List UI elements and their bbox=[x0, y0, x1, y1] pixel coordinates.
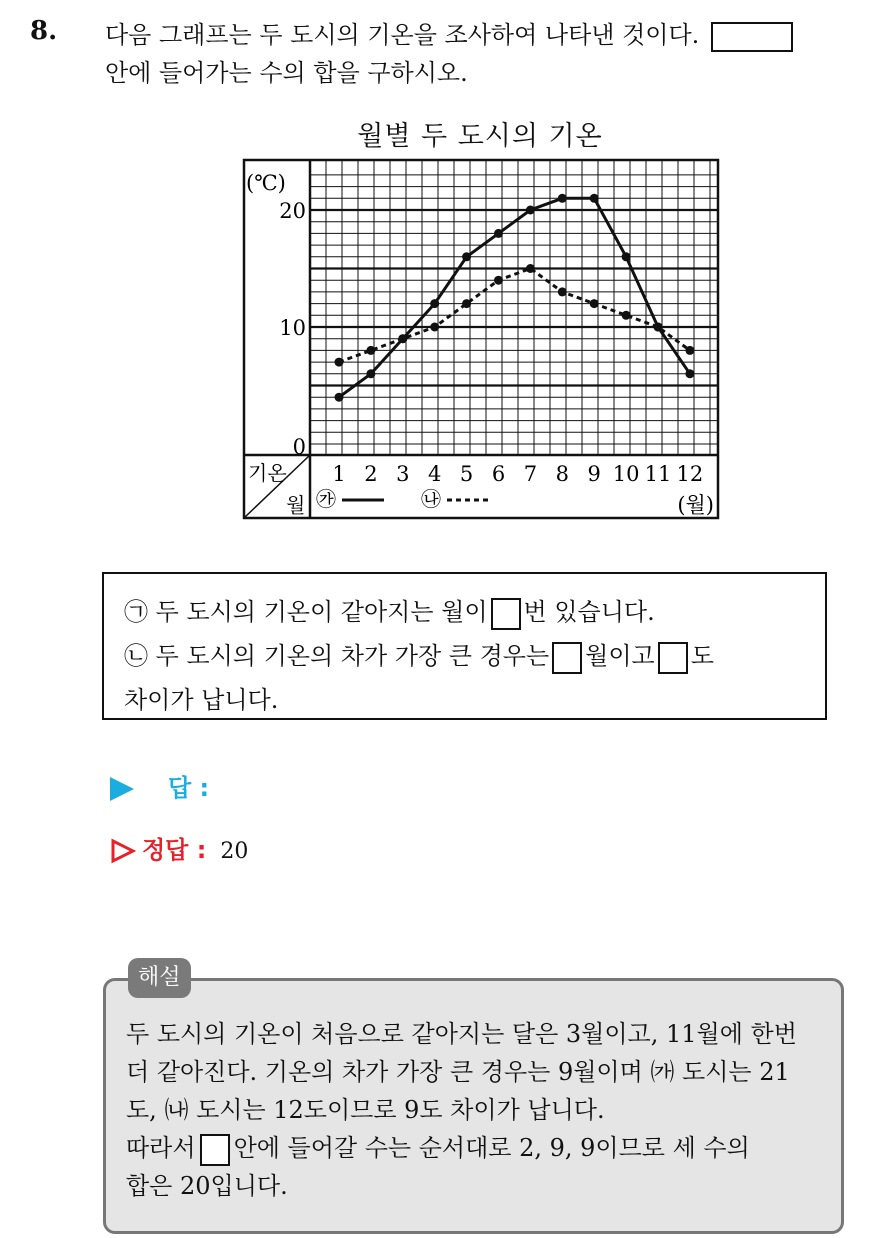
y-tick-label: 0 bbox=[292, 435, 306, 459]
data-point bbox=[430, 299, 439, 308]
blank-box bbox=[491, 598, 521, 630]
play-triangle-icon bbox=[110, 777, 134, 801]
data-point bbox=[335, 358, 344, 367]
explanation-tag: 해설 bbox=[128, 958, 191, 998]
answer-row bbox=[110, 768, 209, 803]
x-axis-unit: (월) bbox=[677, 493, 714, 517]
x-tick-label: 12 bbox=[676, 462, 704, 486]
question-number: 8. bbox=[30, 16, 58, 46]
explanation-line-1: 두 도시의 기온이 처음으로 같아지는 달은 3월이고, 11월에 한번 bbox=[126, 1020, 797, 1048]
data-point bbox=[685, 346, 694, 355]
data-point bbox=[526, 206, 535, 215]
legend-label: ㉮ bbox=[316, 487, 336, 511]
data-point bbox=[398, 334, 407, 343]
condition-3: 차이가 납니다. bbox=[124, 686, 279, 714]
question-line-1: 다음 그래프는 두 도시의 기온을 조사하여 나타낸 것이다. bbox=[105, 21, 700, 49]
blank-box bbox=[200, 1134, 230, 1166]
condition-2-tail: 도 bbox=[690, 642, 714, 670]
answer-label: 답 : bbox=[168, 774, 210, 802]
outline-triangle-icon bbox=[110, 838, 136, 864]
data-point bbox=[494, 229, 503, 238]
x-tick-label: 1 bbox=[332, 462, 346, 486]
question-line-2: 안에 들어가는 수의 합을 구하시오. bbox=[105, 59, 468, 87]
explanation-line-4-pre: 따라서 bbox=[126, 1134, 196, 1162]
data-point bbox=[526, 264, 535, 273]
blank-box bbox=[658, 642, 688, 674]
explanation-line-4-post: 안에 들어갈 수는 순서대로 2, 9, 9이므로 세 수의 bbox=[233, 1134, 750, 1162]
data-point bbox=[494, 276, 503, 285]
blank-box bbox=[552, 642, 582, 674]
data-point bbox=[335, 393, 344, 402]
data-point bbox=[366, 369, 375, 378]
x-tick-label: 5 bbox=[459, 462, 474, 486]
chart-title: 월별 두 도시의 기온 bbox=[357, 121, 603, 152]
data-point bbox=[590, 299, 599, 308]
correct-answer-row bbox=[110, 830, 248, 865]
temperature-chart bbox=[236, 150, 726, 522]
x-tick-label: 4 bbox=[428, 462, 442, 486]
data-point bbox=[366, 346, 375, 355]
data-point bbox=[462, 252, 471, 261]
y-tick-label: 20 bbox=[279, 199, 306, 223]
y-tick-label: 10 bbox=[279, 316, 306, 340]
condition-2 bbox=[124, 634, 805, 678]
condition-1 bbox=[124, 590, 805, 634]
data-point bbox=[590, 194, 599, 203]
data-point bbox=[462, 299, 471, 308]
explanation-line-5: 합은 20입니다. bbox=[126, 1172, 288, 1200]
x-tick-label: 8 bbox=[555, 462, 569, 486]
condition-2-mid: 월이고 bbox=[585, 642, 655, 670]
legend-label: ㉯ bbox=[421, 487, 441, 511]
x-tick-label: 10 bbox=[612, 462, 640, 486]
corner-label-temperature: 기온 bbox=[248, 461, 287, 485]
data-point bbox=[622, 252, 631, 261]
x-tick-label: 2 bbox=[364, 462, 378, 486]
x-tick-label: 11 bbox=[644, 462, 672, 486]
explanation-line-3: 도, ㈏ 도시는 12도이므로 9도 차이가 납니다. bbox=[126, 1096, 605, 1124]
x-tick-label: 9 bbox=[587, 462, 601, 486]
data-point bbox=[558, 194, 567, 203]
condition-1-text: ㉠ 두 도시의 기온이 같아지는 월이 bbox=[124, 598, 488, 626]
data-point bbox=[685, 369, 694, 378]
blank-box bbox=[711, 22, 793, 52]
x-tick-label: 7 bbox=[523, 462, 538, 486]
y-axis-unit: (℃) bbox=[246, 171, 286, 195]
condition-box bbox=[102, 572, 827, 720]
explanation-panel bbox=[103, 978, 844, 1234]
condition-2-text: ㉡ 두 도시의 기온의 차가 가장 큰 경우는 bbox=[124, 642, 550, 670]
data-point bbox=[622, 311, 631, 320]
series-line-ga bbox=[339, 198, 690, 397]
x-tick-label: 3 bbox=[396, 462, 410, 486]
question-text bbox=[105, 16, 875, 92]
x-tick-label: 6 bbox=[491, 462, 506, 486]
condition-1-tail: 번 있습니다. bbox=[523, 598, 655, 626]
correct-answer-label: 정답 : bbox=[142, 836, 207, 864]
explanation-line-2: 더 같아진다. 기온의 차가 가장 큰 경우는 9월이며 ㈎ 도시는 21 bbox=[126, 1058, 790, 1086]
explanation-line-4 bbox=[126, 1129, 821, 1167]
correct-answer-value: 20 bbox=[220, 839, 249, 864]
data-point bbox=[430, 323, 439, 332]
corner-label-month: 월 bbox=[286, 493, 306, 517]
data-point bbox=[558, 287, 567, 296]
data-point bbox=[654, 323, 663, 332]
